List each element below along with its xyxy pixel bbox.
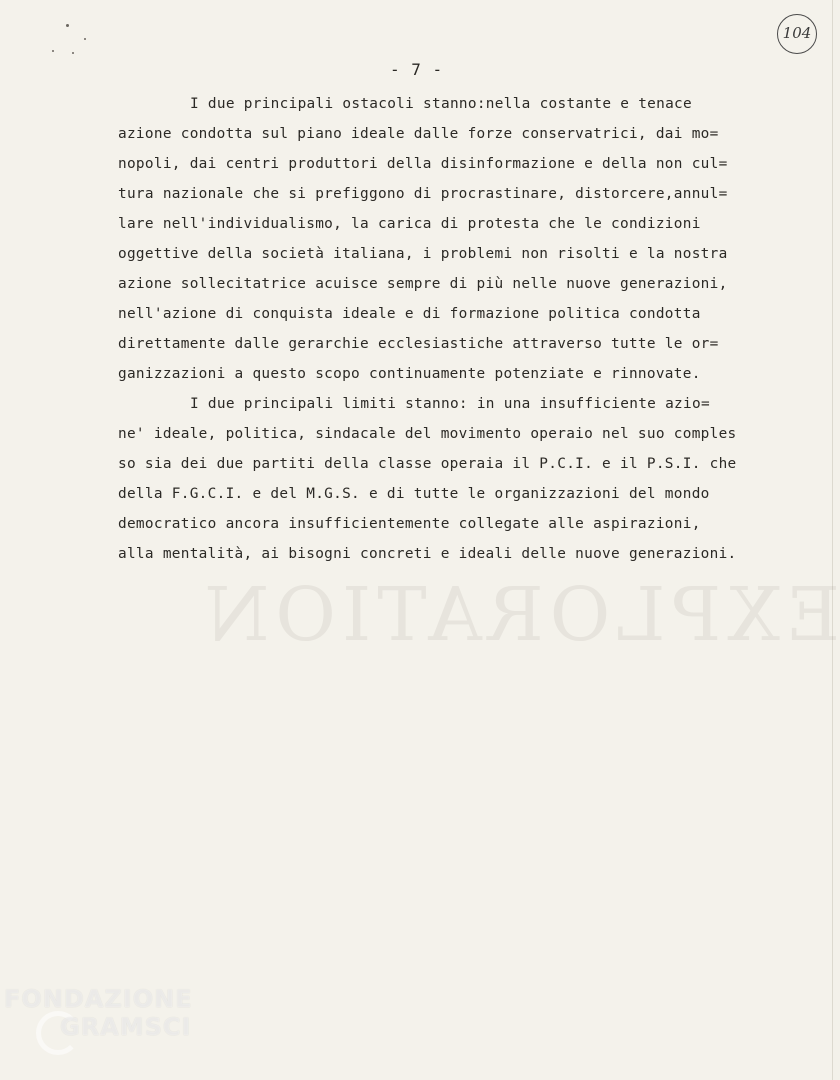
ink-speck	[72, 52, 74, 54]
paragraph-2-line: ne' ideale, politica, sindacale del movimento operaio nel suo comples	[118, 426, 737, 442]
paragraph-2-line: democratico ancora insufficientemente collegate alle aspirazioni,	[118, 516, 701, 532]
paragraph-1-line: nell'azione di conquista ideale e di formazione politica condotta	[118, 306, 701, 322]
paragraph-1-line: direttamente dalle gerarchie ecclesiastiche attraverso tutte le or=	[118, 336, 719, 352]
paragraph-1-line: lare nell'individualismo, la carica di protesta che le condizioni	[118, 216, 701, 232]
paragraph-1-line: azione condotta sul piano ideale dalle forze conservatrici, dai mo=	[118, 126, 719, 142]
paragraph-1-line: nopoli, dai centri produttori della disinformazione e della non cul=	[118, 156, 728, 172]
paragraph-2-line: alla mentalità, ai bisogni concreti e ideali delle nuove generazioni.	[118, 546, 737, 562]
ink-speck	[52, 50, 54, 52]
paragraph-2-line: della F.G.C.I. e del M.G.S. e di tutte le organizzazioni del mondo	[118, 486, 710, 502]
ink-speck	[84, 38, 86, 40]
paragraph-2-line: I due principali limiti stanno: in una insufficiente azio=	[190, 396, 710, 412]
page-number: - 7 -	[390, 60, 444, 79]
fondazione-gramsci-watermark	[4, 985, 224, 1075]
paragraph-1-line: azione sollecitatrice acuisce sempre di più nelle nuove generazioni,	[118, 276, 728, 292]
paragraph-2-line: so sia dei due partiti della classe operaia il P.C.I. e il P.S.I. che	[118, 456, 737, 472]
watermark-line-2: GRAMSCI	[60, 1013, 192, 1041]
ink-speck	[66, 24, 69, 27]
watermark-line-1: FONDAZIONE	[4, 985, 193, 1013]
paragraph-1-line: oggettive della società italiana, i problemi non risolti e la nostra	[118, 246, 728, 262]
paragraph-1-line: ganizzazioni a questo scopo continuamente potenziate e rinnovate.	[118, 366, 701, 382]
bleed-through-ghost-text: EXPLORATION	[198, 572, 840, 658]
folio-number-stamp: 104	[777, 14, 817, 54]
paragraph-1-line: I due principali ostacoli stanno:nella costante e tenace	[190, 96, 692, 112]
paragraph-1-line: tura nazionale che si prefiggono di procrastinare, distorcere,annul=	[118, 186, 728, 202]
